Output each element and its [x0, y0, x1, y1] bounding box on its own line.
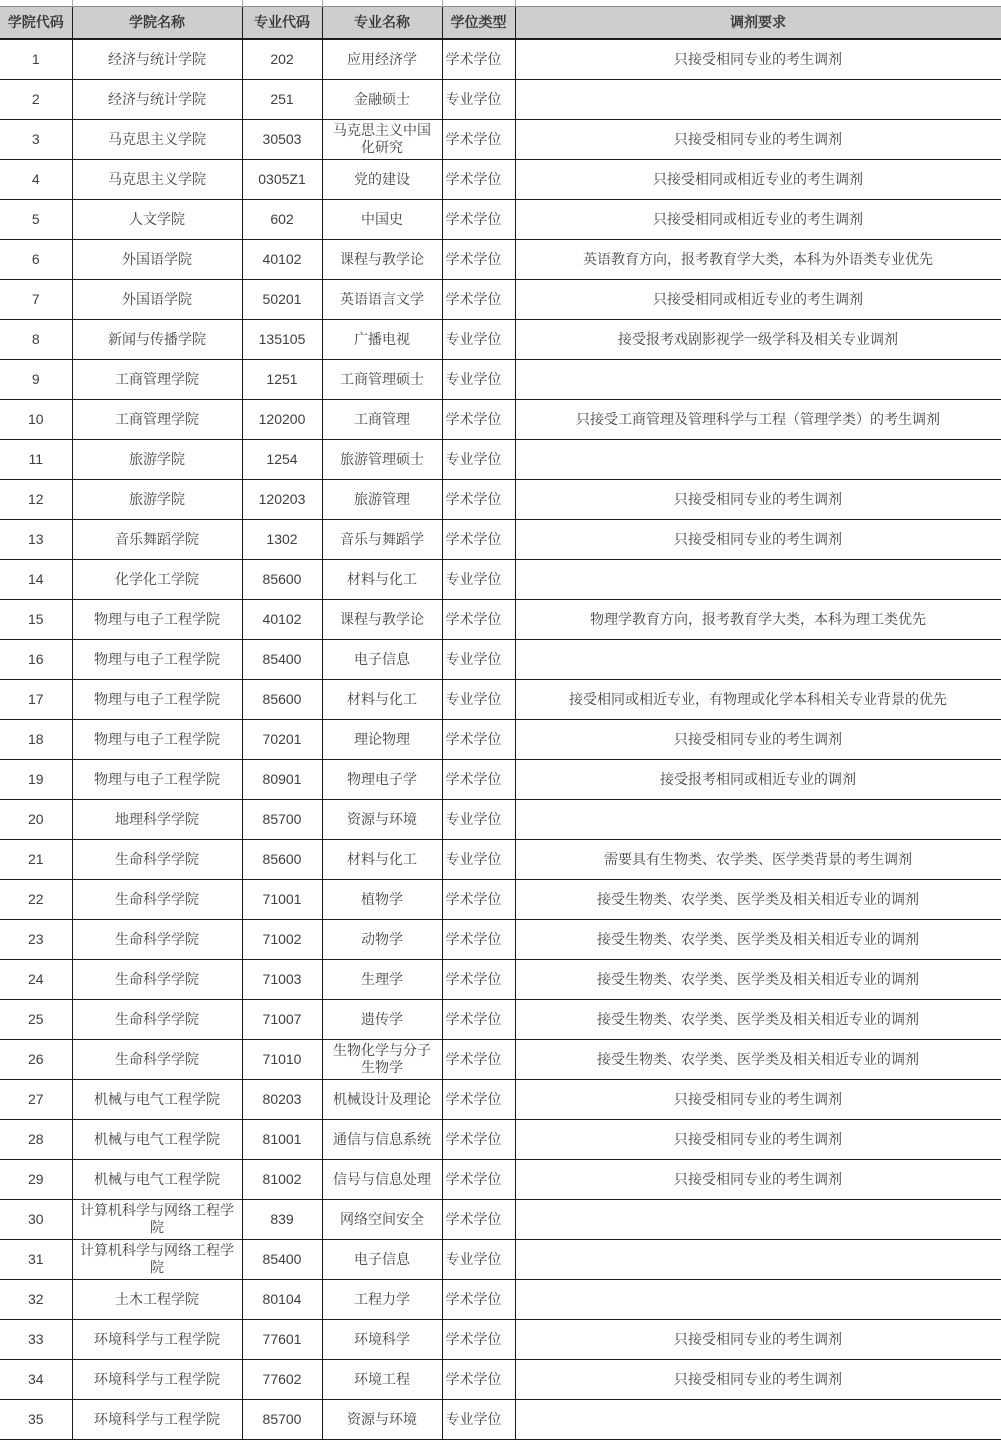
major-name-cell: 网络空间安全: [322, 1199, 442, 1239]
college-name-cell: 新闻与传播学院: [72, 319, 242, 359]
college-code-cell: 25: [0, 999, 72, 1039]
college-code-cell: 1: [0, 39, 72, 79]
college-code-cell: 4: [0, 159, 72, 199]
college-name-cell: 生命科学学院: [72, 839, 242, 879]
major-code-cell: 251: [242, 79, 322, 119]
college-name-cell: 生命科学学院: [72, 959, 242, 999]
college-name-cell: 环境科学与工程学院: [72, 1319, 242, 1359]
college-code-cell: 23: [0, 919, 72, 959]
major-name-cell: 资源与环境: [322, 799, 442, 839]
transfer-requirement-cell: 接受生物类、农学类、医学类及相关相近专业的调剂: [515, 999, 1001, 1039]
college-code-cell: 17: [0, 679, 72, 719]
college-name-cell: 外国语学院: [72, 239, 242, 279]
transfer-requirement-cell: 只接受工商管理及管理科学与工程（管理学类）的考生调剂: [515, 399, 1001, 439]
major-code-cell: 71010: [242, 1039, 322, 1079]
major-name-cell: 环境工程: [322, 1359, 442, 1399]
column-header-college-name: 学院名称: [72, 6, 242, 39]
college-name-cell: 马克思主义学院: [72, 119, 242, 159]
table-row: [0, 1359, 1001, 1399]
major-name-cell: 工商管理: [322, 399, 442, 439]
table-row: [0, 1159, 1001, 1199]
major-code-cell: 85600: [242, 839, 322, 879]
major-code-cell: 80901: [242, 759, 322, 799]
college-code-cell: 18: [0, 719, 72, 759]
degree-type-cell: 学术学位: [442, 959, 515, 999]
table-row: [0, 1119, 1001, 1159]
college-name-cell: 土木工程学院: [72, 1279, 242, 1319]
table-row: [0, 1079, 1001, 1119]
table-row: [0, 759, 1001, 799]
major-name-cell: 材料与化工: [322, 839, 442, 879]
degree-type-cell: 学术学位: [442, 239, 515, 279]
table-row: [0, 999, 1001, 1039]
college-code-cell: 24: [0, 959, 72, 999]
degree-type-cell: 专业学位: [442, 839, 515, 879]
table-body: [0, 39, 1001, 1439]
major-name-cell: 旅游管理硕士: [322, 439, 442, 479]
major-name-cell: 机械设计及理论: [322, 1079, 442, 1119]
degree-type-cell: 学术学位: [442, 199, 515, 239]
table-row: [0, 879, 1001, 919]
college-name-cell: 生命科学学院: [72, 919, 242, 959]
transfer-requirement-cell: [515, 1199, 1001, 1239]
major-code-cell: 0305Z1: [242, 159, 322, 199]
college-code-cell: 28: [0, 1119, 72, 1159]
major-name-cell: 生理学: [322, 959, 442, 999]
transfer-requirement-cell: [515, 799, 1001, 839]
major-name-cell: 广播电视: [322, 319, 442, 359]
table-row: [0, 639, 1001, 679]
major-code-cell: 202: [242, 39, 322, 79]
college-name-cell: 计算机科学与网络工程学院: [72, 1239, 242, 1279]
major-name-cell: 通信与信息系统: [322, 1119, 442, 1159]
major-code-cell: 80104: [242, 1279, 322, 1319]
transfer-requirement-cell: 只接受相同专业的考生调剂: [515, 479, 1001, 519]
major-name-cell: 材料与化工: [322, 679, 442, 719]
degree-type-cell: 学术学位: [442, 39, 515, 79]
degree-type-cell: 专业学位: [442, 319, 515, 359]
major-name-cell: 英语语言文学: [322, 279, 442, 319]
major-name-cell: 理论物理: [322, 719, 442, 759]
college-code-cell: 34: [0, 1359, 72, 1399]
major-name-cell: 材料与化工: [322, 559, 442, 599]
college-code-cell: 31: [0, 1239, 72, 1279]
degree-type-cell: 专业学位: [442, 799, 515, 839]
transfer-requirement-cell: [515, 79, 1001, 119]
table-row: [0, 279, 1001, 319]
college-name-cell: 马克思主义学院: [72, 159, 242, 199]
degree-type-cell: 学术学位: [442, 1359, 515, 1399]
college-name-cell: 生命科学学院: [72, 879, 242, 919]
transfer-requirement-cell: 只接受相同专业的考生调剂: [515, 1359, 1001, 1399]
college-name-cell: 物理与电子工程学院: [72, 599, 242, 639]
table-row: [0, 399, 1001, 439]
degree-type-cell: 学术学位: [442, 519, 515, 559]
degree-type-cell: 学术学位: [442, 119, 515, 159]
major-code-cell: 40102: [242, 239, 322, 279]
college-code-cell: 11: [0, 439, 72, 479]
major-name-cell: 电子信息: [322, 1239, 442, 1279]
college-name-cell: 物理与电子工程学院: [72, 759, 242, 799]
transfer-requirement-cell: 只接受相同专业的考生调剂: [515, 39, 1001, 79]
table-row: [0, 679, 1001, 719]
college-name-cell: 生命科学学院: [72, 1039, 242, 1079]
transfer-requirement-cell: 只接受相同专业的考生调剂: [515, 1159, 1001, 1199]
college-name-cell: 经济与统计学院: [72, 39, 242, 79]
college-code-cell: 30: [0, 1199, 72, 1239]
major-code-cell: 120200: [242, 399, 322, 439]
degree-type-cell: 学术学位: [442, 1319, 515, 1359]
degree-type-cell: 学术学位: [442, 399, 515, 439]
column-header-transfer-requirement: 调剂要求: [515, 6, 1001, 39]
transfer-requirement-cell: 只接受相同专业的考生调剂: [515, 119, 1001, 159]
college-code-cell: 6: [0, 239, 72, 279]
degree-type-cell: 专业学位: [442, 439, 515, 479]
degree-type-cell: 学术学位: [442, 279, 515, 319]
major-name-cell: 工商管理硕士: [322, 359, 442, 399]
column-header-major-name: 专业名称: [322, 6, 442, 39]
degree-type-cell: 专业学位: [442, 1399, 515, 1439]
major-code-cell: 135105: [242, 319, 322, 359]
college-name-cell: 人文学院: [72, 199, 242, 239]
table-row: [0, 519, 1001, 559]
college-code-cell: 33: [0, 1319, 72, 1359]
major-code-cell: 81002: [242, 1159, 322, 1199]
major-code-cell: 120203: [242, 479, 322, 519]
transfer-requirement-cell: 接受相同或相近专业，有物理或化学本科相关专业背景的优先: [515, 679, 1001, 719]
college-name-cell: 外国语学院: [72, 279, 242, 319]
column-header-major-code: 专业代码: [242, 6, 322, 39]
major-name-cell: 音乐与舞蹈学: [322, 519, 442, 559]
transfer-requirement-cell: 需要具有生物类、农学类、医学类背景的考生调剂: [515, 839, 1001, 879]
table-row: [0, 1039, 1001, 1079]
major-name-cell: 物理电子学: [322, 759, 442, 799]
college-code-cell: 7: [0, 279, 72, 319]
table-row: [0, 39, 1001, 79]
major-name-cell: 动物学: [322, 919, 442, 959]
table-row: [0, 359, 1001, 399]
major-name-cell: 生物化学与分子生物学: [322, 1039, 442, 1079]
table-row: [0, 599, 1001, 639]
transfer-requirement-cell: 接受生物类、农学类、医学类及相关相近专业的调剂: [515, 879, 1001, 919]
major-name-cell: 旅游管理: [322, 479, 442, 519]
table-row: [0, 1199, 1001, 1239]
college-code-cell: 35: [0, 1399, 72, 1439]
college-name-cell: 旅游学院: [72, 439, 242, 479]
college-code-cell: 3: [0, 119, 72, 159]
transfer-requirement-cell: 只接受相同专业的考生调剂: [515, 1319, 1001, 1359]
transfer-requirement-cell: 物理学教育方向，报考教育学大类，本科为理工类优先: [515, 599, 1001, 639]
transfer-requirement-cell: 只接受相同专业的考生调剂: [515, 1079, 1001, 1119]
major-code-cell: 85700: [242, 799, 322, 839]
transfer-requirement-cell: [515, 559, 1001, 599]
transfer-requirement-cell: [515, 639, 1001, 679]
transfer-requirement-cell: 英语教育方向，报考教育学大类，本科为外语类专业优先: [515, 239, 1001, 279]
table-row: [0, 159, 1001, 199]
transfer-requirement-cell: [515, 1239, 1001, 1279]
degree-type-cell: 专业学位: [442, 79, 515, 119]
degree-type-cell: 专业学位: [442, 559, 515, 599]
transfer-requirement-cell: 接受生物类、农学类、医学类及相关相近专业的调剂: [515, 959, 1001, 999]
college-code-cell: 21: [0, 839, 72, 879]
degree-type-cell: 学术学位: [442, 1119, 515, 1159]
degree-type-cell: 学术学位: [442, 599, 515, 639]
college-name-cell: 工商管理学院: [72, 359, 242, 399]
table-row: [0, 799, 1001, 839]
table-row: [0, 1239, 1001, 1279]
column-header-degree-type: 学位类型: [442, 6, 515, 39]
table-row: [0, 719, 1001, 759]
college-name-cell: 地理科学学院: [72, 799, 242, 839]
major-code-cell: 81001: [242, 1119, 322, 1159]
column-header-college-code: 学院代码: [0, 6, 72, 39]
college-code-cell: 2: [0, 79, 72, 119]
college-code-cell: 15: [0, 599, 72, 639]
degree-type-cell: 学术学位: [442, 879, 515, 919]
table-row: [0, 1279, 1001, 1319]
transfer-requirement-cell: [515, 1279, 1001, 1319]
major-code-cell: 71007: [242, 999, 322, 1039]
major-name-cell: 课程与教学论: [322, 599, 442, 639]
degree-type-cell: 学术学位: [442, 1159, 515, 1199]
transfer-requirement-cell: 只接受相同专业的考生调剂: [515, 719, 1001, 759]
college-code-cell: 8: [0, 319, 72, 359]
college-code-cell: 12: [0, 479, 72, 519]
college-name-cell: 物理与电子工程学院: [72, 719, 242, 759]
transfer-requirement-cell: 只接受相同或相近专业的考生调剂: [515, 159, 1001, 199]
transfer-requirement-cell: 只接受相同或相近专业的考生调剂: [515, 279, 1001, 319]
table-row: [0, 119, 1001, 159]
college-name-cell: 环境科学与工程学院: [72, 1399, 242, 1439]
degree-type-cell: 学术学位: [442, 159, 515, 199]
major-code-cell: 80203: [242, 1079, 322, 1119]
degree-type-cell: 专业学位: [442, 1239, 515, 1279]
college-code-cell: 5: [0, 199, 72, 239]
college-code-cell: 19: [0, 759, 72, 799]
college-name-cell: 旅游学院: [72, 479, 242, 519]
college-name-cell: 音乐舞蹈学院: [72, 519, 242, 559]
transfer-requirement-cell: 接受报考戏剧影视学一级学科及相关专业调剂: [515, 319, 1001, 359]
table-row: [0, 439, 1001, 479]
major-code-cell: 839: [242, 1199, 322, 1239]
college-name-cell: 物理与电子工程学院: [72, 679, 242, 719]
major-name-cell: 党的建设: [322, 159, 442, 199]
table-row: [0, 79, 1001, 119]
college-code-cell: 27: [0, 1079, 72, 1119]
college-code-cell: 20: [0, 799, 72, 839]
degree-type-cell: 学术学位: [442, 999, 515, 1039]
major-code-cell: 30503: [242, 119, 322, 159]
table-row: [0, 1399, 1001, 1439]
major-code-cell: 85600: [242, 679, 322, 719]
college-name-cell: 环境科学与工程学院: [72, 1359, 242, 1399]
degree-type-cell: 学术学位: [442, 719, 515, 759]
table-row: [0, 199, 1001, 239]
major-code-cell: 85400: [242, 639, 322, 679]
major-code-cell: 77601: [242, 1319, 322, 1359]
transfer-requirement-cell: [515, 439, 1001, 479]
major-name-cell: 电子信息: [322, 639, 442, 679]
college-code-cell: 10: [0, 399, 72, 439]
degree-type-cell: 专业学位: [442, 639, 515, 679]
major-name-cell: 植物学: [322, 879, 442, 919]
table-row: [0, 959, 1001, 999]
major-code-cell: 1251: [242, 359, 322, 399]
degree-type-cell: 学术学位: [442, 1079, 515, 1119]
transfer-requirement-cell: 接受生物类、农学类、医学类及相关相近专业的调剂: [515, 1039, 1001, 1079]
major-name-cell: 遗传学: [322, 999, 442, 1039]
major-name-cell: 工程力学: [322, 1279, 442, 1319]
degree-type-cell: 专业学位: [442, 679, 515, 719]
table-row: [0, 239, 1001, 279]
college-name-cell: 经济与统计学院: [72, 79, 242, 119]
major-code-cell: 71003: [242, 959, 322, 999]
transfer-requirement-cell: 只接受相同专业的考生调剂: [515, 1119, 1001, 1159]
major-code-cell: 77602: [242, 1359, 322, 1399]
major-code-cell: 85700: [242, 1399, 322, 1439]
transfer-requirement-cell: [515, 359, 1001, 399]
major-name-cell: 资源与环境: [322, 1399, 442, 1439]
college-name-cell: 计算机科学与网络工程学院: [72, 1199, 242, 1239]
major-code-cell: 85600: [242, 559, 322, 599]
major-name-cell: 环境科学: [322, 1319, 442, 1359]
table-row: [0, 319, 1001, 359]
table-row: [0, 919, 1001, 959]
college-code-cell: 9: [0, 359, 72, 399]
major-name-cell: 课程与教学论: [322, 239, 442, 279]
college-code-cell: 13: [0, 519, 72, 559]
major-name-cell: 信号与信息处理: [322, 1159, 442, 1199]
college-code-cell: 29: [0, 1159, 72, 1199]
table-row: [0, 839, 1001, 879]
major-name-cell: 应用经济学: [322, 39, 442, 79]
transfer-requirement-cell: 接受报考相同或相近专业的调剂: [515, 759, 1001, 799]
table-row: [0, 559, 1001, 599]
college-code-cell: 14: [0, 559, 72, 599]
major-code-cell: 70201: [242, 719, 322, 759]
degree-type-cell: 学术学位: [442, 1039, 515, 1079]
college-name-cell: 工商管理学院: [72, 399, 242, 439]
major-code-cell: 602: [242, 199, 322, 239]
college-code-cell: 26: [0, 1039, 72, 1079]
transfer-requirement-cell: 只接受相同或相近专业的考生调剂: [515, 199, 1001, 239]
college-name-cell: 机械与电气工程学院: [72, 1159, 242, 1199]
table-head: [0, 0, 1001, 39]
college-code-cell: 32: [0, 1279, 72, 1319]
transfer-requirement-cell: 只接受相同专业的考生调剂: [515, 519, 1001, 559]
header-row: [0, 6, 1001, 39]
college-code-cell: 16: [0, 639, 72, 679]
college-name-cell: 机械与电气工程学院: [72, 1119, 242, 1159]
college-name-cell: 机械与电气工程学院: [72, 1079, 242, 1119]
major-name-cell: 中国史: [322, 199, 442, 239]
major-code-cell: 71002: [242, 919, 322, 959]
degree-type-cell: 学术学位: [442, 1279, 515, 1319]
major-code-cell: 40102: [242, 599, 322, 639]
table-row: [0, 479, 1001, 519]
degree-type-cell: 学术学位: [442, 479, 515, 519]
college-name-cell: 物理与电子工程学院: [72, 639, 242, 679]
major-code-cell: 85400: [242, 1239, 322, 1279]
degree-type-cell: 专业学位: [442, 359, 515, 399]
table-row: [0, 1319, 1001, 1359]
transfer-requirement-cell: 接受生物类、农学类、医学类及相关相近专业的调剂: [515, 919, 1001, 959]
major-code-cell: 1254: [242, 439, 322, 479]
major-name-cell: 金融硕士: [322, 79, 442, 119]
college-name-cell: 生命科学学院: [72, 999, 242, 1039]
college-code-cell: 22: [0, 879, 72, 919]
degree-type-cell: 学术学位: [442, 759, 515, 799]
degree-type-cell: 学术学位: [442, 1199, 515, 1239]
major-code-cell: 50201: [242, 279, 322, 319]
major-code-cell: 1302: [242, 519, 322, 559]
college-name-cell: 化学化工学院: [72, 559, 242, 599]
transfer-requirement-cell: [515, 1399, 1001, 1439]
major-name-cell: 马克思主义中国化研究: [322, 119, 442, 159]
degree-type-cell: 学术学位: [442, 919, 515, 959]
major-code-cell: 71001: [242, 879, 322, 919]
